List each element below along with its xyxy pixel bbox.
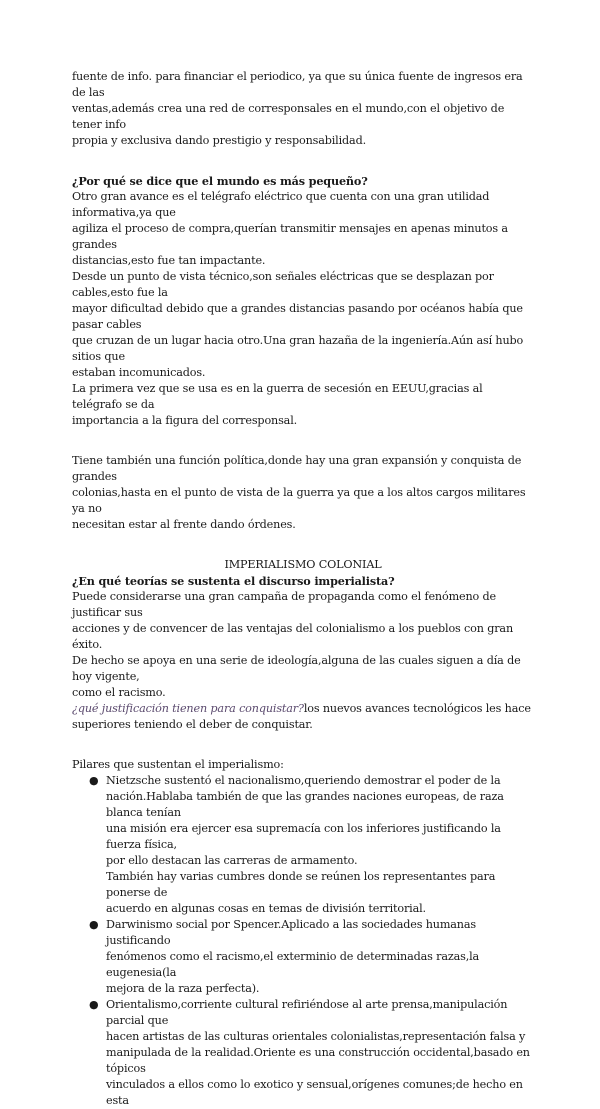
text-line: mayor dificultad debido que a grandes distancias pasando por océanos había que pasar cables [72, 302, 523, 331]
text-line: fenómenos como el racismo,el exterminio de determinadas razas,la eugenesia(la [106, 950, 480, 979]
text-line: por ello destacan las carreras de armamento. [106, 854, 358, 867]
text-line: nación.Hablaba también de que las grandes naciones europeas, de raza blanca tenían [106, 790, 504, 819]
text-line: fuente de info. para financiar el periodico, ya que su única fuente de ingresos era de las [72, 70, 523, 99]
text-line: colonias,hasta en el punto de vista de la guerra ya que a los altos cargos militares ya no [72, 486, 526, 515]
bullet-icon: ● [89, 774, 99, 787]
bullet-icon: ● [89, 998, 99, 1011]
text-line: importancia a la figura del corresponsal. [72, 414, 298, 427]
text-line: acciones y de convencer de las ventajas del colonialismo a los pueblos con gran éxito. [72, 622, 514, 651]
text-line: propia y exclusiva dando prestigio y responsabilidad. [72, 134, 366, 147]
text-line: También hay varias cumbres donde se reúnen los representantes para ponerse de [106, 870, 496, 899]
telegraph-paragraph [72, 189, 534, 429]
text-line: ventas,además crea una red de corresponsales en el mundo,con el objetivo de tener info [72, 102, 505, 131]
text-line: una misión era ejercer esa supremacía con los inferiores justificando la fuerza física, [106, 822, 501, 851]
text-line: Nietzsche sustentó el nacionalismo,queriendo demostrar el poder de la [106, 774, 501, 787]
text-line: hacen artistas de las culturas orientales colonialistas,representación falsa y [106, 1030, 526, 1043]
text-line: Otro gran avance es el telégrafo eléctrico que cuenta con una gran utilidad informativa,ya que [72, 190, 490, 219]
pillars-intro: Pilares que sustentan el imperialismo: [72, 758, 284, 771]
intro-paragraph [72, 69, 534, 149]
text-line: agiliza el proceso de compra,querían transmitir mensajes en apenas minutos a grandes [72, 222, 508, 251]
section-title: IMPERIALISMO COLONIAL [224, 558, 382, 571]
list-item [89, 917, 534, 997]
text-line: vinculados a ellos como lo exotico y sensual,orígenes comunes;de hecho en esta [106, 1078, 523, 1107]
question-heading-2: ¿En qué teorías se sustenta el discurso imperialista? [72, 574, 395, 588]
text-line: necesitan estar al frente dando órdenes. [72, 518, 296, 531]
propaganda-paragraph [72, 589, 534, 733]
text-line: Desde un punto de vista técnico,son señales eléctricas que se desplazan por cables,esto fue la [72, 270, 494, 299]
list-item [89, 997, 534, 1109]
text-line: estaban incomunicados. [72, 366, 206, 379]
text-line: como el racismo. [72, 686, 166, 699]
text-line [72, 701, 534, 717]
pillars-list [72, 773, 534, 1109]
text-line: que cruzan de un lugar hacia otro.Una gran hazaña de la ingeniería.Aún así hubo sitios que [72, 334, 524, 363]
text-line: manipulada de la realidad.Oriente es una construcción occidental,basado en tópicos [106, 1046, 530, 1075]
text-line: Puede considerarse una gran campaña de propaganda como el fenómeno de justificar sus [72, 590, 497, 619]
italic-question: ¿qué justificación tienen para conquistar? [72, 702, 304, 715]
text-line: Darwinismo social por Spencer.Aplicado a las sociedades humanas justificando [106, 918, 476, 947]
text-line: De hecho se apoya en una serie de ideología,alguna de las cuales siguen a día de hoy vigente, [72, 654, 521, 683]
text-line: La primera vez que se usa es en la guerra de secesión en EEUU,gracias al telégrafo se da [72, 382, 483, 411]
text-line: Orientalismo,corriente cultural refiriéndose al arte prensa,manipulación parcial que [106, 998, 508, 1027]
text-line: acuerdo en algunas cosas en temas de división territorial. [106, 902, 426, 915]
text-line: Tiene también una función política,donde hay una gran expansión y conquista de grandes [72, 454, 522, 483]
text-fragment: los nuevos avances tecnológicos les hace [303, 702, 531, 715]
question-heading-1: ¿Por qué se dice que el mundo es más pequeño? [72, 174, 368, 188]
text-line: superiores teniendo el deber de conquistar. [72, 718, 313, 731]
list-item [89, 773, 534, 917]
text-line: mejora de la raza perfecta). [106, 982, 260, 995]
politics-paragraph [72, 453, 534, 533]
text-line: distancias,esto fue tan impactante. [72, 254, 266, 267]
bullet-icon: ● [89, 918, 99, 931]
document-page [72, 69, 534, 1109]
